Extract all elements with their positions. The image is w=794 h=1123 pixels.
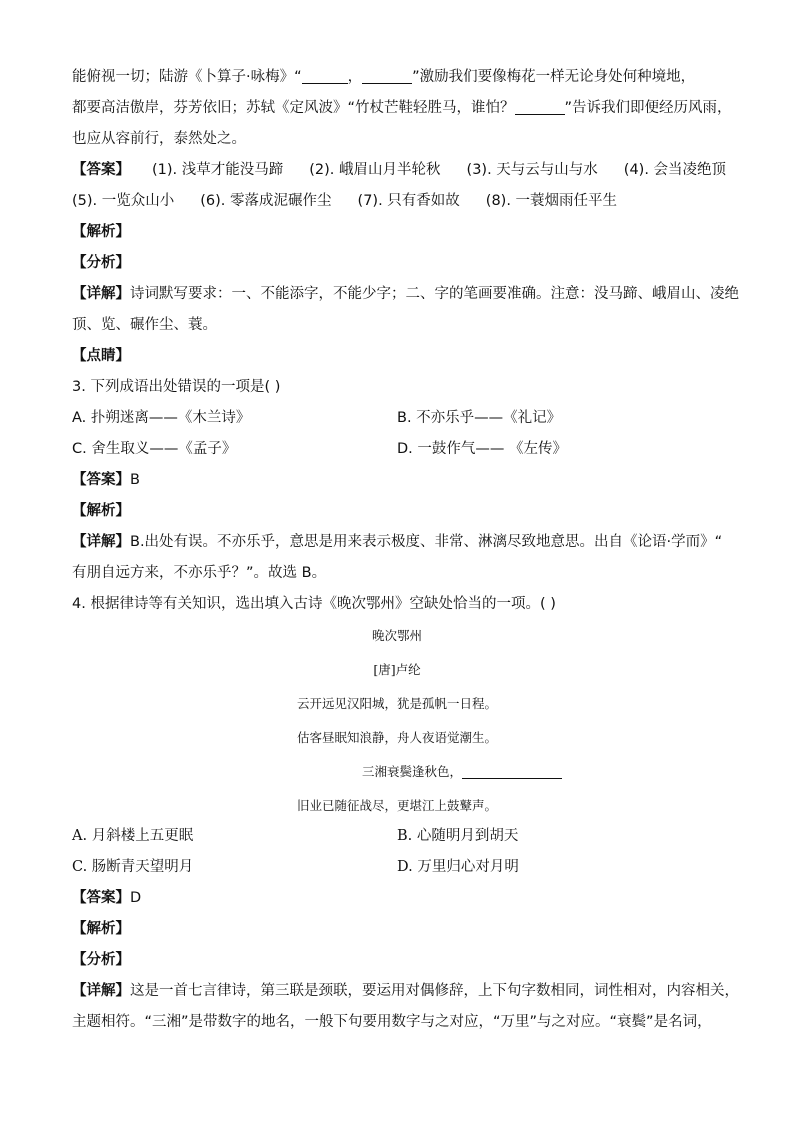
fenxi-label: 【分析】 [72, 952, 130, 968]
text-line: 也应从容前行，泰然处之。 [72, 131, 246, 147]
text: ”告诉我们即便经历风雨， [564, 100, 732, 116]
text: B.出处有误。不亦乐乎，意思是用来表示极度、非常、淋漓尽致地意思。出自《论语·学而》“ [130, 534, 723, 550]
text: ， [347, 69, 363, 85]
fill-blank [362, 68, 412, 84]
answer-item: (8). 一蓑烟雨任平生 [485, 193, 618, 209]
option-row [72, 434, 722, 465]
fenxi-label: 【分析】 [72, 255, 130, 271]
detail-label: 【详解】 [72, 534, 130, 550]
poem-title: 晚次鄂州 [371, 628, 422, 643]
answer-line [72, 465, 722, 496]
option-b: B. 心随明月到胡天 [397, 828, 519, 844]
analysis-label: 【解析】 [72, 224, 130, 240]
text-line [72, 93, 732, 124]
poem-line: 旧业已随征战尽，更堪江上鼓鼙声。 [296, 798, 497, 813]
detail-label: 【详解】 [72, 286, 130, 302]
answer-value: B [130, 472, 140, 488]
answer-row [72, 155, 727, 186]
detail-line: 顶、览、碾作尘、蓑。 [72, 317, 217, 333]
dianjing-label: 【点睛】 [72, 348, 130, 364]
answer-line [72, 883, 722, 914]
detail-line [72, 976, 739, 1007]
text: 这是一首七言律诗，第三联是颈联，要运用对偶修辞，上下句字数相同，词性相对，内容相关， [130, 983, 739, 999]
answer-item: (5). 一览众山小 [72, 193, 175, 209]
detail-line [72, 527, 722, 558]
answer-item: (6). 零落成泥碾作尘 [200, 193, 332, 209]
answer-label: 【答案】 [72, 890, 130, 906]
text-line [72, 62, 722, 93]
poem-block [72, 620, 722, 821]
answer-item: (4). 会当凌绝顶 [623, 162, 727, 178]
option-c: C. 舍生取义——《孟子》 [72, 441, 237, 457]
text: ”激励我们要像梅花一样无论身处何种境地， [412, 69, 696, 85]
option-row [72, 821, 722, 852]
fill-blank [462, 764, 562, 779]
poem-line: 云开远见汉阳城，犹是孤帆一日程。 [296, 696, 497, 711]
text: 三湘衰鬓逢秋色， [361, 764, 462, 779]
answer-label: 【答案】 [72, 162, 130, 178]
option-a: A. 月斜楼上五更眠 [72, 828, 194, 844]
option-b: B. 不亦乐乎——《礼记》 [397, 410, 562, 426]
fill-blank [515, 99, 565, 115]
analysis-label: 【解析】 [72, 503, 130, 519]
poem-line: 估客昼眠知浪静，舟人夜语觉潮生。 [296, 730, 497, 745]
detail-line: 有朋自远方来，不亦乐乎？”。故选 B。 [72, 565, 327, 581]
answer-item: (2). 峨眉山月半轮秋 [309, 162, 441, 178]
option-row [72, 403, 722, 434]
question-stem: 3. 下列成语出处错误的一项是( ) [72, 379, 281, 395]
text: 能俯视一切；陆游《卜算子·咏梅》“ [72, 69, 302, 85]
answer-item: (7). 只有香如故 [357, 193, 460, 209]
poem-author: [唐]卢纶 [373, 662, 421, 677]
answer-row [72, 186, 722, 217]
option-c: C. 肠断青天望明月 [72, 859, 194, 875]
answer-label: 【答案】 [72, 472, 130, 488]
detail-line: 主题相符。“三湘”是带数字的地名，一般下句要用数字与之对应，“万里”与之对应。“衰鬓”是名词， [72, 1014, 712, 1030]
answer-item: (3). 天与云与山与水 [466, 162, 598, 178]
detail-line [72, 279, 739, 310]
analysis-label: 【解析】 [72, 921, 130, 937]
document-page [72, 62, 739, 1038]
fill-blank [302, 68, 348, 84]
poem-line [72, 756, 722, 787]
option-d: D. 万里归心对月明 [397, 859, 519, 875]
answer-value: D [130, 890, 142, 906]
question-stem: 4. 根据律诗等有关知识，选出填入古诗《晚次鄂州》空缺处恰当的一项。( ) [72, 596, 556, 612]
text: 都要高洁傲岸，芬芳依旧；苏轼《定风波》“竹杖芒鞋轻胜马，谁怕？ [72, 100, 515, 116]
option-a: A. 扑朔迷离——《木兰诗》 [72, 410, 251, 426]
answer-item: (1). 浅草才能没马蹄 [152, 162, 284, 178]
option-row [72, 852, 722, 883]
detail-label: 【详解】 [72, 983, 130, 999]
option-d: D. 一鼓作气—— 《左传》 [397, 441, 567, 457]
text: 诗词默写要求：一、不能添字，不能少字；二、字的笔画要准确。注意：没马蹄、峨眉山、凌绝 [130, 286, 739, 302]
